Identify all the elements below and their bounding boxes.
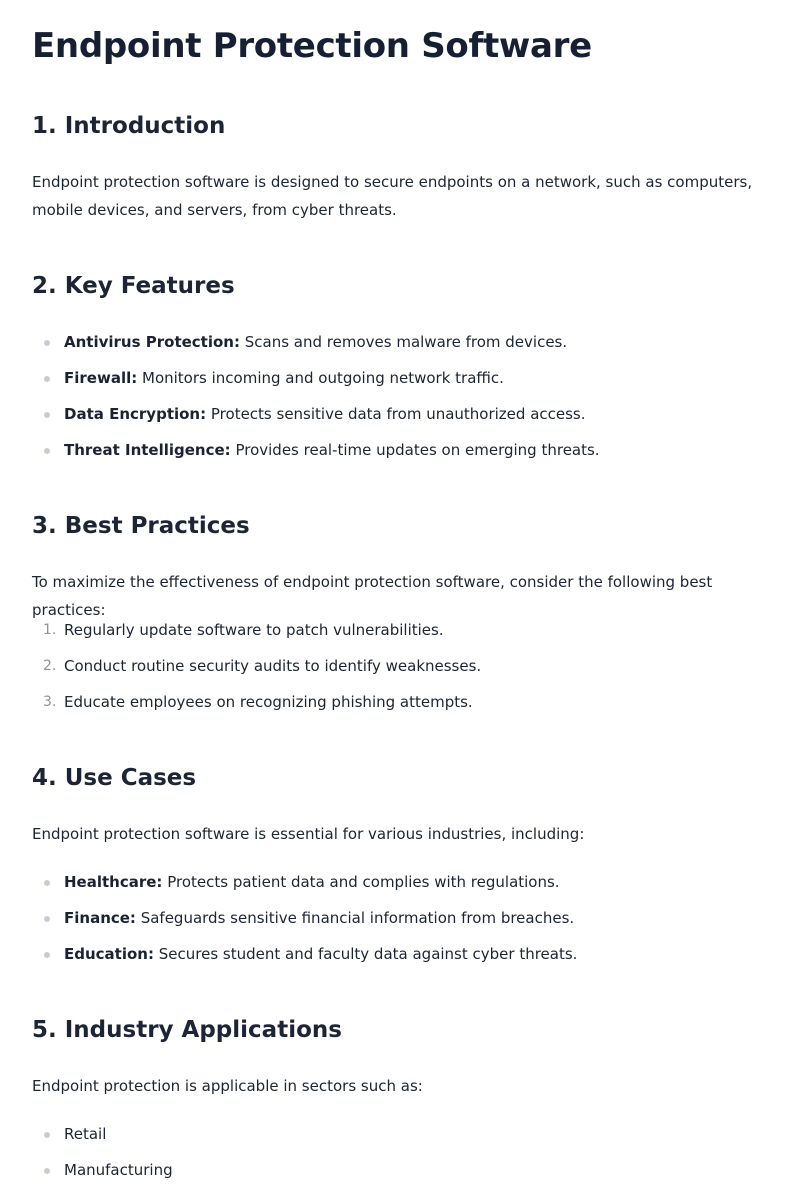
use-cases-list <box>32 870 768 978</box>
introduction-paragraph: Endpoint protection software is designed to secure endpoints on a network, such as computers, mobile devices, and servers, from cyber threats. <box>32 173 753 219</box>
list-number: 2. <box>43 658 57 674</box>
list-item <box>32 906 768 942</box>
list-number: 1. <box>43 622 57 638</box>
industry-description: Safeguards sensitive financial information from breaches. <box>135 909 575 927</box>
feature-description: Provides real-time updates on emerging threats. <box>230 441 600 459</box>
bullet-icon <box>44 1168 50 1174</box>
list-item <box>32 618 768 654</box>
feature-term: Data Encryption: <box>64 405 207 423</box>
list-item <box>32 402 768 438</box>
feature-description: Scans and removes malware from devices. <box>239 333 568 351</box>
section-heading-introduction: 1. Introduction <box>32 113 226 139</box>
sector-text: Retail <box>64 1125 107 1143</box>
bullet-icon <box>44 448 50 454</box>
bullet-icon <box>44 1132 50 1138</box>
list-number: 3. <box>43 694 57 710</box>
feature-description: Monitors incoming and outgoing network traffic. <box>137 369 504 387</box>
feature-term: Antivirus Protection: <box>64 333 240 351</box>
list-item <box>32 654 768 690</box>
practice-text: Regularly update software to patch vulnerabilities. <box>64 621 444 639</box>
key-features-list <box>32 330 768 474</box>
practice-text: Educate employees on recognizing phishing attempts. <box>64 693 473 711</box>
industry-applications-paragraph: Endpoint protection is applicable in sectors such as: <box>32 1077 423 1095</box>
feature-term: Threat Intelligence: <box>64 441 231 459</box>
section-heading-use-cases: 4. Use Cases <box>32 765 197 791</box>
bullet-icon <box>44 952 50 958</box>
section-heading-key-features: 2. Key Features <box>32 273 235 299</box>
industry-description: Protects patient data and complies with regulations. <box>162 873 560 891</box>
bullet-icon <box>44 340 50 346</box>
industry-term: Healthcare: <box>64 873 163 891</box>
bullet-icon <box>44 916 50 922</box>
list-item <box>32 870 768 906</box>
list-item <box>32 1122 768 1158</box>
industry-term: Finance: <box>64 909 136 927</box>
feature-description: Protects sensitive data from unauthorized access. <box>206 405 586 423</box>
use-cases-paragraph: Endpoint protection software is essential for various industries, including: <box>32 825 585 843</box>
bullet-icon <box>44 412 50 418</box>
list-item <box>32 366 768 402</box>
list-item <box>32 942 768 978</box>
list-item <box>32 438 768 474</box>
list-item <box>32 330 768 366</box>
section-heading-industry-applications: 5. Industry Applications <box>32 1017 342 1043</box>
sector-text: Manufacturing <box>64 1161 173 1179</box>
section-heading-best-practices: 3. Best Practices <box>32 513 250 539</box>
page-title: Endpoint Protection Software <box>32 26 592 66</box>
industry-term: Education: <box>64 945 154 963</box>
bullet-icon <box>44 376 50 382</box>
bullet-icon <box>44 880 50 886</box>
list-item <box>32 690 768 726</box>
best-practices-paragraph: To maximize the effectiveness of endpoint protection software, consider the following best practices: <box>32 573 713 619</box>
industry-applications-list <box>32 1122 768 1194</box>
list-item <box>32 1158 768 1194</box>
feature-term: Firewall: <box>64 369 138 387</box>
practice-text: Conduct routine security audits to identify weaknesses. <box>64 657 482 675</box>
best-practices-list <box>32 618 768 726</box>
industry-description: Secures student and faculty data against cyber threats. <box>153 945 578 963</box>
